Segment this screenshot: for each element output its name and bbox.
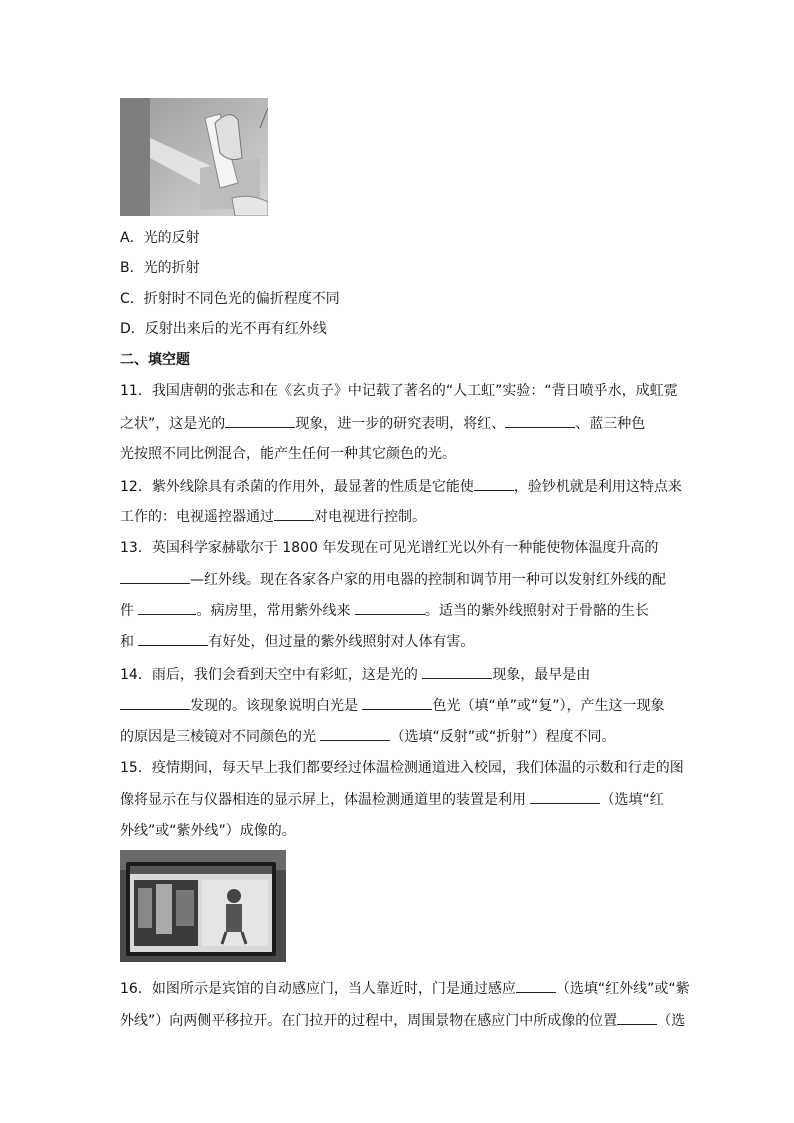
blank[interactable]	[474, 476, 514, 491]
blank[interactable]	[120, 569, 190, 584]
q14-line3: 的原因是三棱镜对不同颜色的光 （选填“反射”或“折射”）程度不同。	[120, 726, 615, 747]
blank[interactable]	[505, 413, 575, 428]
q11-line3: 光按照不同比例混合，能产生任何一种其它颜色的光。	[120, 446, 456, 462]
q15-line1: 15．疫情期间，每天早上我们都要经过体温检测通道进入校园，我们体温的示数和行走的图	[120, 760, 684, 776]
blank[interactable]	[422, 664, 492, 679]
section-title: 二、填空题	[120, 352, 190, 368]
blank[interactable]	[120, 695, 190, 710]
q12-line2: 工作的：电视遥控器通过 对电视进行控制。	[120, 506, 426, 527]
q12-line1: 12．紫外线除具有杀菌的作用外，最显著的性质是它能使 ，验钞机就是利用这特点来	[120, 476, 682, 497]
blank[interactable]	[530, 789, 600, 804]
q16-line1: 16．如图所示是宾馆的自动感应门，当人靠近时，门是通过感应 （选填“红外线”或“紫	[120, 978, 690, 999]
blank[interactable]	[320, 726, 390, 741]
blank[interactable]	[138, 631, 208, 646]
blank[interactable]	[617, 1010, 657, 1025]
blank[interactable]	[355, 600, 425, 615]
q16-line2: 外线”）向两侧平移拉开。在门拉开的过程中，周围景物在感应门中所成像的位置 （选	[120, 1010, 685, 1031]
q13-line4: 和 有好处，但过量的紫外线照射对人体有害。	[120, 631, 474, 652]
q14-line2: 发现的。该现象说明白光是 色光（填“单”或“复”），产生这一现象	[120, 695, 664, 716]
q11-line2: 之状”，这是光的 现象，进一步的研究表明，将红、 、蓝三种色	[120, 413, 645, 434]
blank[interactable]	[362, 695, 432, 710]
blank[interactable]	[225, 413, 295, 428]
q13-line2: —红外线。现在各家各户家的用电器的控制和调节用一种可以发射红外线的配	[120, 569, 666, 590]
blank[interactable]	[274, 506, 314, 521]
q11-line1: 11．我国唐朝的张志和在《玄贞子》中记载了著名的“人工虹”实验：“背日喷乎水，成虹霓	[120, 383, 678, 399]
option-d: D．反射出来后的光不再有红外线	[120, 321, 327, 337]
option-a: A．光的反射	[120, 230, 200, 246]
q14-line1: 14．雨后，我们会看到天空中有彩虹，这是光的 现象，最早是由	[120, 664, 590, 685]
blank[interactable]	[138, 600, 196, 615]
q15-line2: 像将显示在与仪器相连的显示屏上，体温检测通道里的装置是利用 （选填“红	[120, 789, 664, 810]
q13-line3: 件 。病房里，常用紫外线来 。适当的紫外线照射对于骨骼的生长	[120, 600, 649, 621]
option-b: B．光的折射	[120, 260, 200, 276]
thermal-camera-figure	[120, 850, 286, 962]
blank[interactable]	[516, 978, 556, 993]
option-c: C．折射时不同色光的偏折程度不同	[120, 291, 340, 307]
light-experiment-figure	[120, 98, 268, 216]
q13-line1: 13．英国科学家赫歇尔于 1800 年发现在可见光谱红光以外有一种能使物体温度升高的	[120, 540, 659, 556]
q15-line3: 外线”或“紫外线”）成像的。	[120, 823, 296, 839]
